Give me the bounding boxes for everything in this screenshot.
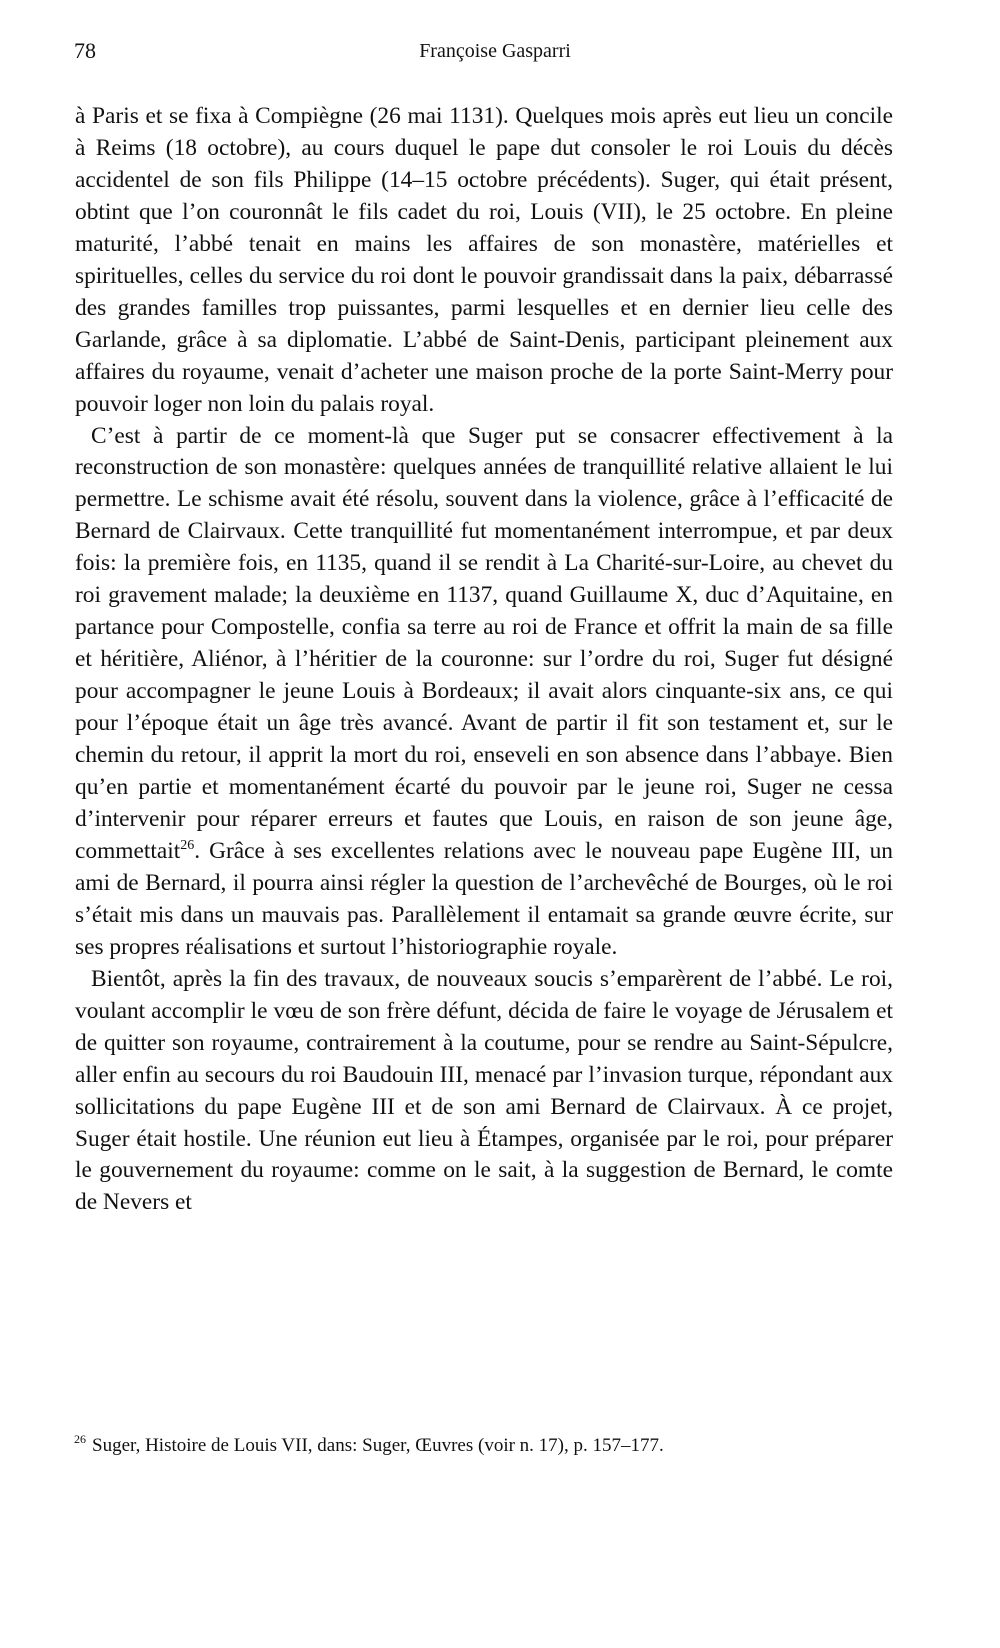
page-number: 78 bbox=[74, 38, 96, 63]
paragraph-2-text-before-note: C’est à partir de ce moment-là que Suger put se consacrer effectivement à la reconstruction de son monastère: quelques années de tranquillité relative allaient le lui permettre. Le schisme avait été résolu, souvent dans la violence, grâce à l’efficacité de Bernard de Clairvaux. Cette tranquillité fut momentanément interrompue, et par deux fois: la première fois, en 1135, quand il se rendit à La Charité-sur-Loire, au chevet du roi gravement malade; la deuxième en 1137, quand Guillaume X, duc d’Aquitaine, en partance pour Compostelle, confia sa terre au roi de France et offrit la main de sa fille et héritière, Aliénor, à l’héritier de la couronne: sur l’ordre du roi, Suger fut désigné pour accompagner le jeune Louis à Bordeaux; il avait alors cinquante-six ans, ce qui pour l’époque était un âge très avancé. Avant de partir il fit son testament et, sur le chemin du retour, il apprit la mort du roi, enseveli en son absence dans l’abbaye. Bien qu’en partie et momentanément écarté du pouvoir par le jeune roi, Suger ne cessa d’intervenir pour réparer erreurs et fautes que Louis, en raison de son jeune âge, commettait bbox=[75, 422, 893, 864]
page-header bbox=[74, 36, 916, 66]
paragraph-2-text-after-note: . Grâce à ses excellentes relations avec le nouveau pape Eugène III, un ami de Bernard, il pourra ainsi régler la question de l’archevêché de Bourges, où le roi s’était mis dans un mauvais pas. Parallèlement il entamait sa grande œuvre écrite, sur ses propres réalisations et surtout l’historiographie royale. bbox=[75, 837, 893, 960]
footnote-text: Suger, Histoire de Louis VII, dans: Suger, Œuvres (voir n. 17), p. 157–177. bbox=[92, 1435, 664, 1456]
footnote bbox=[74, 1432, 892, 1460]
paragraph-2 bbox=[75, 421, 893, 964]
running-head-author: Françoise Gasparri bbox=[419, 40, 571, 62]
footnote-number: 26 bbox=[74, 1432, 86, 1446]
footnote-reference-26[interactable]: 26 bbox=[180, 837, 195, 853]
main-text bbox=[75, 101, 893, 1219]
paragraph-1: à Paris et se fixa à Compiègne (26 mai 1131). Quelques mois après eut lieu un concile à Reims (18 octobre), au cours duquel le pape dut consoler le roi Louis du décès accidentel de son fils Philippe (14–15 octobre précédents). Suger, qui était présent, obtint que l’on couronnât le fils cadet du roi, Louis (VII), le 25 octobre. En pleine maturité, l’abbé tenait en mains les affaires de son monastère, matérielles et spirituelles, celles du service du roi dont le pouvoir grandissait dans la paix, débarrassé des grandes familles trop puissantes, parmi lesquelles et en dernier lieu celle des Garlande, grâce à sa diplomatie. L’abbé de Saint-Denis, participant pleinement aux affaires du royaume, venait d’acheter une maison proche de la porte Saint-Merry pour pouvoir loger non loin du palais royal. bbox=[75, 103, 893, 417]
paragraph-3: Bientôt, après la fin des travaux, de nouveaux soucis s’emparèrent de l’abbé. Le roi, voulant accomplir le vœu de son frère défunt, décida de faire le voyage de Jérusalem et de quitter son royaume, contrairement à la coutume, pour se rendre au Saint-Sépulcre, aller enfin au secours du roi Baudouin III, menacé par l’invasion turque, répondant aux sollicitations du pape Eugène III et de son ami Bernard de Clairvaux. À ce projet, Suger était hostile. Une réunion eut lieu à Étampes, organisée par le roi, pour préparer le gouvernement du royaume: comme on le sait, à la suggestion de Bernard, le comte de Nevers et bbox=[75, 965, 893, 1216]
